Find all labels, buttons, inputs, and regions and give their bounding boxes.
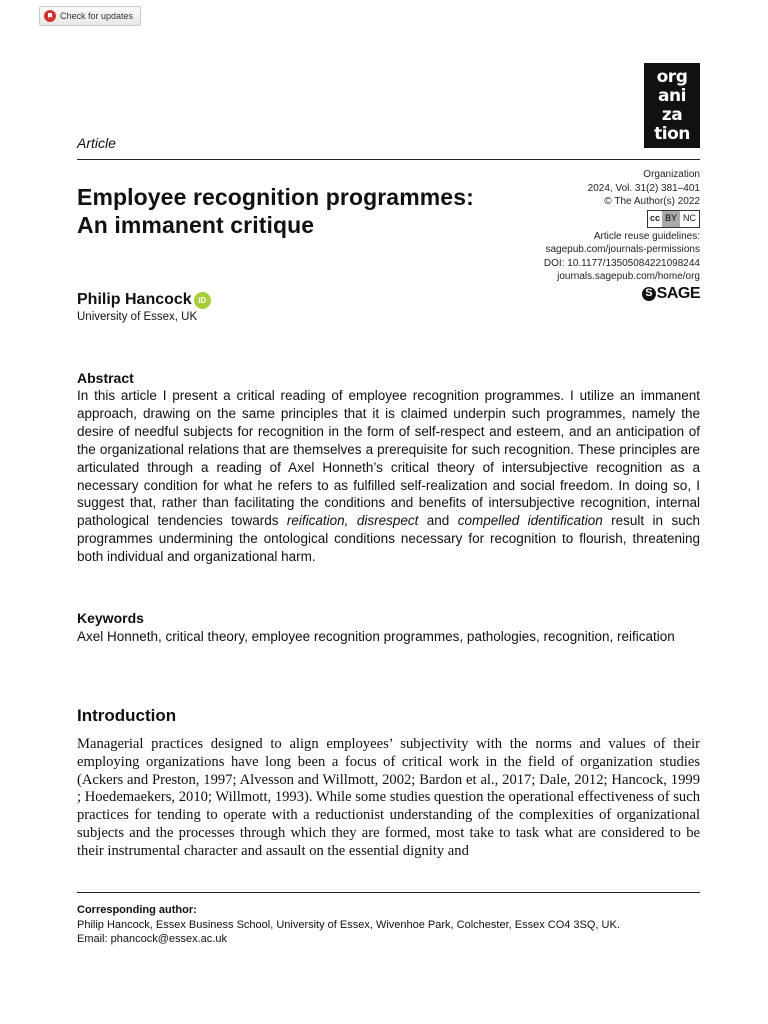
corresponding-email[interactable]: Email: phancock@essex.ac.uk: [77, 933, 227, 946]
bookmark-icon: [44, 10, 56, 22]
footnote-divider: [77, 892, 700, 893]
permissions-link[interactable]: sagepub.com/journals-permissions: [545, 244, 700, 255]
cc-nc-icon: NC: [683, 212, 696, 223]
keywords-text: Axel Honneth, critical theory, employee recognition programmes, pathologies, recognition, reification: [77, 629, 675, 644]
check-for-updates-button[interactable]: [39, 6, 141, 26]
logo-line: tion: [654, 123, 690, 144]
cc-by-icon: BY: [662, 211, 680, 227]
abstract-emphasis: compelled identification: [457, 513, 603, 529]
orcid-icon[interactable]: iD: [194, 292, 211, 309]
article-title: [77, 183, 527, 239]
abstract-text: [77, 387, 700, 566]
journal-home-link[interactable]: journals.sagepub.com/home/org: [557, 271, 700, 282]
article-type: Article: [77, 135, 116, 151]
author: [77, 291, 211, 309]
corresponding-address: Philip Hancock, Essex Business School, University of Essex, Wivenhoe Park, Colchester, Essex CO4 3SQ, UK.: [77, 918, 620, 931]
publisher-name: SAGE: [656, 284, 700, 302]
reuse-guidelines: Article reuse guidelines:: [593, 230, 700, 242]
author-name: Philip Hancock: [77, 291, 192, 308]
check-for-updates-label: Check for updates: [60, 11, 134, 21]
journal-name: Organization: [643, 169, 700, 180]
doi-link[interactable]: DOI: 10.1177/13505084221098244: [543, 257, 700, 269]
logo-line: za: [661, 104, 683, 125]
volume-info: 2024, Vol. 31(2) 381–401: [587, 182, 700, 194]
top-divider: [77, 159, 700, 160]
abstract-text-part: In this article I present a critical reading of employee recognition programmes. I utilize an immanent approach, drawing on the same principles that it is claimed underpin such programmes, namely the desire of needful subjects for recognition in the form of self-respect and esteem, and an anticipation of the organizational relations that are themselves a prerequisite for such recognition. These principles are articulated through a reading of Axel Honneth’s critical theory of intersubjective recognition as a necessary condition for what he refers to as fulfilled self-realization and social freedom. In doing so, I suggest that, rather than facilitating the conditions and benefits of intersubjective recognition, internal pathological tendencies towards: [77, 388, 700, 529]
introduction-heading: Introduction: [77, 706, 177, 725]
abstract-text-part: and: [418, 513, 458, 529]
keywords-heading: Keywords: [77, 610, 144, 626]
abstract-heading: Abstract: [77, 370, 134, 386]
abstract-emphasis: reification, disrespect: [286, 513, 419, 529]
introduction-text: Managerial practices designed to align employees’ subjectivity with the norms and values of their employing organizations have long been a focus of critical work in the field of organization studies (Ackers and Preston, 1997; Alvesson and Willmott, 2002; Bardon et al., 2017; Dale, 2012; Hancock, 1999 ; Hoedemaekers, 2010; Willmott, 1993). While some studies question the operational effectiveness of such practices for tending to operate with a reductionist understanding of the complexities of organizational subjects and the processes through which they are formed, most take to task what are considered to be their instrumental character and assault on the essential dignity and: [77, 736, 700, 859]
corresponding-author: [77, 903, 620, 947]
logo-line: org: [656, 66, 688, 87]
abstract-text-part: result in such programmes undermining the ontological conditions necessary for recognition to flourish, threatening both individual and organizational harm.: [77, 513, 700, 565]
title-line-1: Employee recognition programmes:: [77, 184, 474, 210]
journal-logo: [644, 63, 700, 148]
cc-icon: cc: [648, 212, 662, 226]
copyright: © The Author(s) 2022: [604, 196, 700, 207]
sage-mark-icon: S: [642, 287, 656, 301]
author-affiliation: University of Essex, UK: [77, 311, 198, 323]
sage-logo: [642, 284, 700, 302]
corresponding-author-label: Corresponding author:: [77, 904, 197, 916]
logo-line: ani: [658, 85, 686, 106]
title-line-2: An immanent critique: [77, 212, 315, 238]
cc-license-badge[interactable]: [647, 210, 700, 228]
